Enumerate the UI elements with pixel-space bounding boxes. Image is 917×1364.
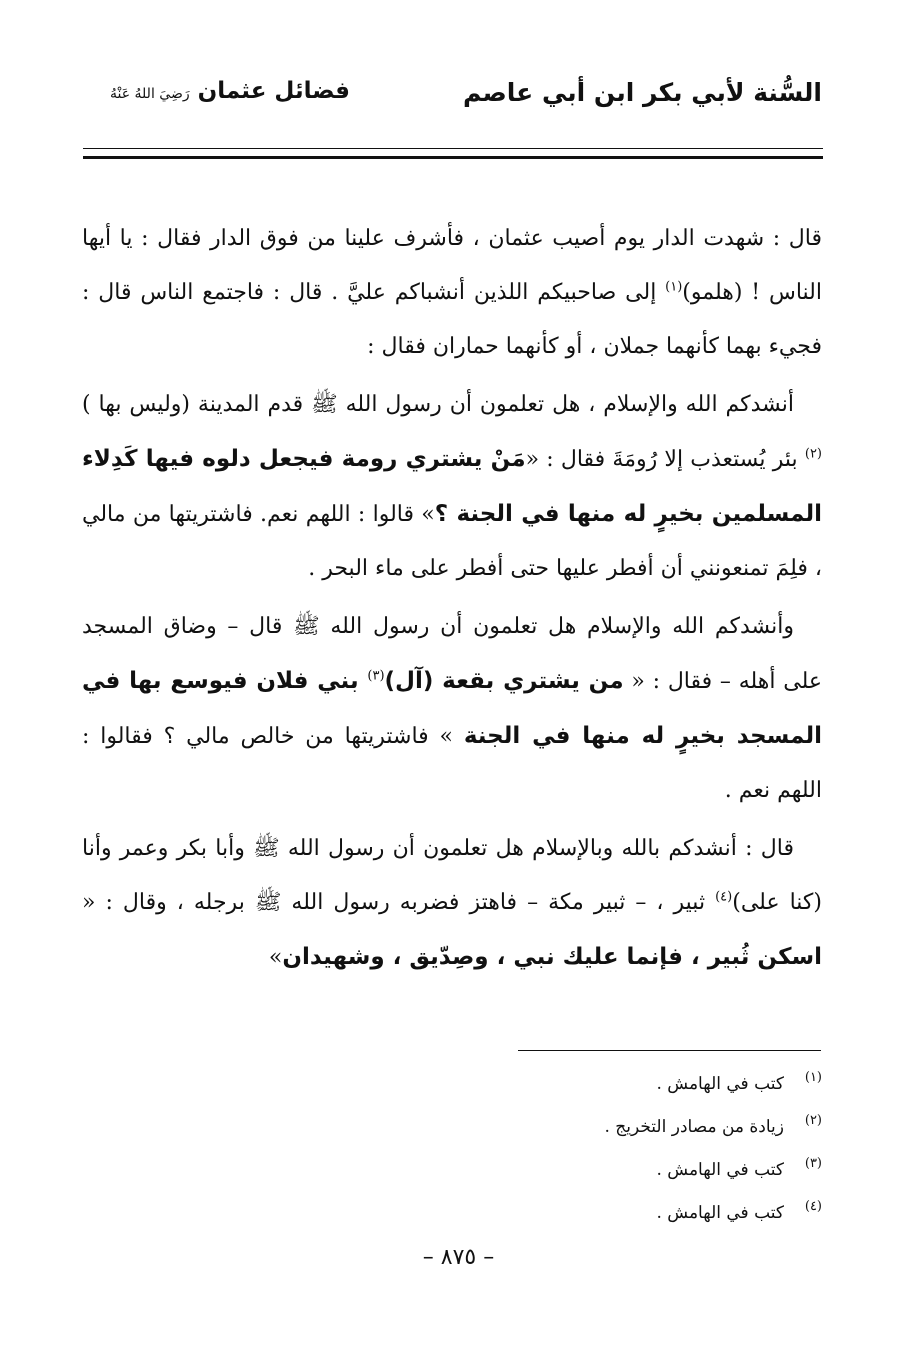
p2-text-1: أنشدكم الله والإسلام ، هل تعلمون أن رسول الله ﷺ قدم المدينة (وليس بها )	[82, 392, 794, 417]
page-number: – ٨٧٥ –	[422, 1245, 495, 1270]
paragraph-1	[82, 212, 822, 374]
chapter-title-text: فضائل عثمان	[197, 78, 350, 104]
hadith-quote-3: اسكن ثُبير ، فإنما عليك نبي ، وصِدّيق ، وشهيدان	[282, 944, 822, 970]
footnote-number: (٤)	[804, 1199, 822, 1214]
footnote-ref-2: (٢)	[804, 446, 822, 462]
footnote-1	[222, 1063, 822, 1106]
footnote-number: (١)	[804, 1070, 822, 1085]
header-rule-thin	[83, 148, 823, 149]
p1-text-2: إلى صاحبيكم اللذين أنشباكم عليَّ . قال : فاجتمع الناس قال : فجيء بهما كأنهما جملان ، أو كأنهما حماران فقال :	[82, 280, 822, 359]
paragraph-2	[82, 378, 822, 596]
p4-text-3: »	[268, 945, 283, 970]
main-text	[82, 212, 822, 985]
footnote-2	[222, 1106, 822, 1149]
footnote-text: كتب في الهامش .	[656, 1160, 784, 1180]
footnote-number: (٢)	[804, 1113, 822, 1128]
footnote-4	[222, 1192, 822, 1235]
footnote-text: كتب في الهامش .	[656, 1203, 784, 1223]
p4-text-2: ثبير ، – ثبير مكة – فاهتز فضربه رسول الله ﷺ برجله ، وقال : «	[82, 890, 716, 915]
paragraph-3	[82, 600, 822, 818]
p2-text-3: » قالوا : اللهم نعم. فاشتريتها من مالي ، فلِمَ تمنعونني أن أفطر عليها حتى أفطر على ماء البحر .	[82, 502, 822, 581]
honorific-glyph: رَضِيَ اللهُ عَنْهُ	[110, 86, 190, 102]
footnotes	[222, 1063, 822, 1235]
hadith-quote-1: مَنْ يشتري رومة فيجعل دلوه فيها كَدِلاء المسلمين بخيرٍ له منها في الجنة ؟	[82, 446, 822, 527]
p3-text-2: » فاشتريتها من خالص مالي ؟ فقالوا : اللهم نعم .	[82, 724, 822, 803]
footnote-ref-3: (٣)	[367, 668, 385, 684]
footnote-text: زيادة من مصادر التخريج .	[604, 1117, 784, 1137]
chapter-title	[110, 78, 350, 104]
paragraph-4	[82, 822, 822, 985]
p3-text-1: وأنشدكم الله والإسلام هل تعلمون أن رسول الله ﷺ قال – وضاق المسجد على أهله – فقال : «	[82, 614, 823, 694]
footnote-ref-4: (٤)	[715, 889, 733, 905]
footnote-separator	[518, 1050, 821, 1051]
p1-text-1: قال : شهدت الدار يوم أصيب عثمان ، فأشرف علينا من فوق الدار فقال : يا أيها الناس ! (هلمو)	[82, 226, 822, 305]
hadith-quote-2a: من يشتري بقعة (آل)	[384, 668, 624, 694]
footnote-ref-1: (١)	[665, 279, 683, 295]
footnote-text: كتب في الهامش .	[656, 1074, 784, 1094]
hadith-quote-2b: بني فلان فيوسع بها في المسجد بخيرٍ له منها في الجنة	[82, 668, 822, 749]
footnote-number: (٣)	[804, 1156, 822, 1171]
header-rule-thick	[83, 156, 823, 159]
running-header	[110, 78, 822, 118]
footnote-3	[222, 1149, 822, 1192]
book-title: السُّنة لأبي بكر ابن أبي عاصم	[463, 78, 822, 107]
p2-text-2: بئر يُستعذب إلا رُومَةَ فقال : «	[525, 447, 805, 472]
p4-text-1: قال : أنشدكم بالله وبالإسلام هل تعلمون أن رسول الله ﷺ وأبا بكر وعمر وأنا (كنا على)	[82, 836, 822, 915]
